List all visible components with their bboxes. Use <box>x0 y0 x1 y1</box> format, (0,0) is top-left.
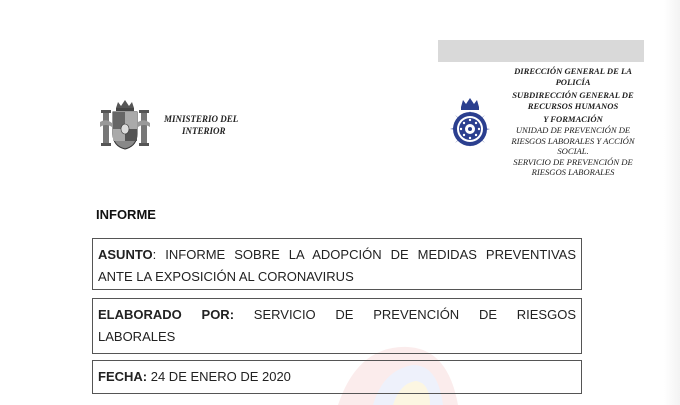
sub-line-3: Y FORMACIÓN <box>543 114 603 125</box>
coat-of-arms-icon <box>96 96 154 154</box>
asunto-label: ASUNTO <box>98 247 153 262</box>
unit-line-3: SOCIAL. <box>557 146 589 157</box>
unit-line-1: UNIDAD DE PREVENCIÓN DE <box>515 124 631 135</box>
ministry-line-2: INTERIOR <box>182 126 226 136</box>
asunto-box <box>92 238 582 290</box>
service-line-2: RIESGOS LABORALES <box>531 167 615 178</box>
police-unit-header <box>498 66 648 178</box>
elaborado-line-1 <box>98 304 576 326</box>
sub-line-1: SUBDIRECCIÓN GENERAL DE <box>512 90 634 101</box>
fecha-line <box>98 366 576 388</box>
dg-line-1: DIRECCIÓN GENERAL DE LA <box>514 66 632 76</box>
unit-line-2: RIESGOS LABORALES Y ACCIÓN <box>511 135 635 146</box>
police-badge-icon <box>446 95 494 153</box>
redaction-band <box>438 40 644 62</box>
page-edge-shadow <box>664 0 680 405</box>
ministry-name <box>164 113 264 137</box>
elaborado-label: ELABORADO POR: <box>98 307 235 322</box>
asunto-line-1 <box>98 244 576 266</box>
fecha-value: 24 DE ENERO DE 2020 <box>150 369 291 384</box>
elaborado-box <box>92 298 582 354</box>
ministry-line-1: MINISTERIO DEL <box>164 114 239 124</box>
document-type-title: INFORME <box>96 207 156 222</box>
elaborado-line-2: LABORALES <box>98 329 176 344</box>
sub-line-2: RECURSOS HUMANOS <box>527 100 619 111</box>
elaborado-text-1: SERVICIO DE PREVENCIÓN DE RIESGOS <box>253 307 576 322</box>
fecha-label: FECHA: <box>98 369 148 384</box>
fecha-box <box>92 360 582 394</box>
asunto-line-2: ANTE LA EXPOSICIÓN AL CORONAVIRUS <box>98 269 354 284</box>
service-line-1: SERVICIO DE PREVENCIÓN DE <box>513 156 633 167</box>
asunto-text-1: : INFORME SOBRE LA ADOPCIÓN DE MEDIDAS PREVENTIVAS <box>152 247 576 262</box>
dg-line-2: POLICÍA <box>555 76 591 87</box>
